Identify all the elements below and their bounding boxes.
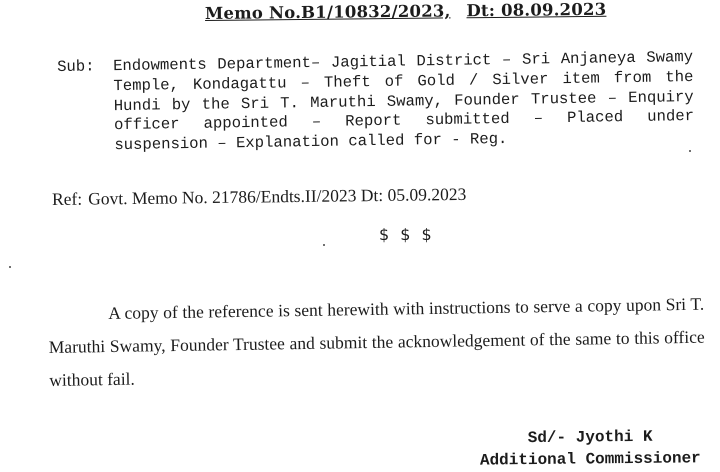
- reference-text: Govt. Memo No. 21786/Endts.II/2023 Dt: 05.09.2023: [88, 183, 467, 209]
- subject-block: [57, 48, 698, 157]
- memo-date: Dt: 08.09.2023: [466, 0, 607, 21]
- memo-number: Memo No.B1/10832/2023,: [204, 1, 451, 23]
- scan-speck: [689, 150, 691, 152]
- body-paragraph: A copy of the reference is sent herewith with instructions to serve a copy upon Sri T. Maruthi Swamy, Founder Trustee and submit the acknowledgement of the same to this office without fail.: [48, 293, 705, 390]
- signature-block: [440, 425, 720, 472]
- scan-speck: [323, 244, 325, 246]
- subject-text: Endowments Department– Jagitial District – Sri Anjaneya Swamy Temple, Kondagattu – Theft of Gold / Silver item from the Hundi by the Sri T. Maruthi Swamy, Founder Trustee – Enquiry officer appointed – Report submitted – Placed under suspension – Explanation called for - Reg.: [112, 48, 695, 155]
- section-separator: $ $ $: [379, 225, 435, 244]
- subject-label: Sub:: [57, 57, 95, 76]
- reference-line: [52, 184, 467, 210]
- scan-speck: [9, 266, 11, 268]
- memo-heading: [205, 0, 607, 23]
- signatory-name: Sd/- Jyothi K: [527, 427, 653, 448]
- reference-label: Ref:: [51, 188, 83, 209]
- signatory-designation: Additional Commissioner: [479, 449, 701, 470]
